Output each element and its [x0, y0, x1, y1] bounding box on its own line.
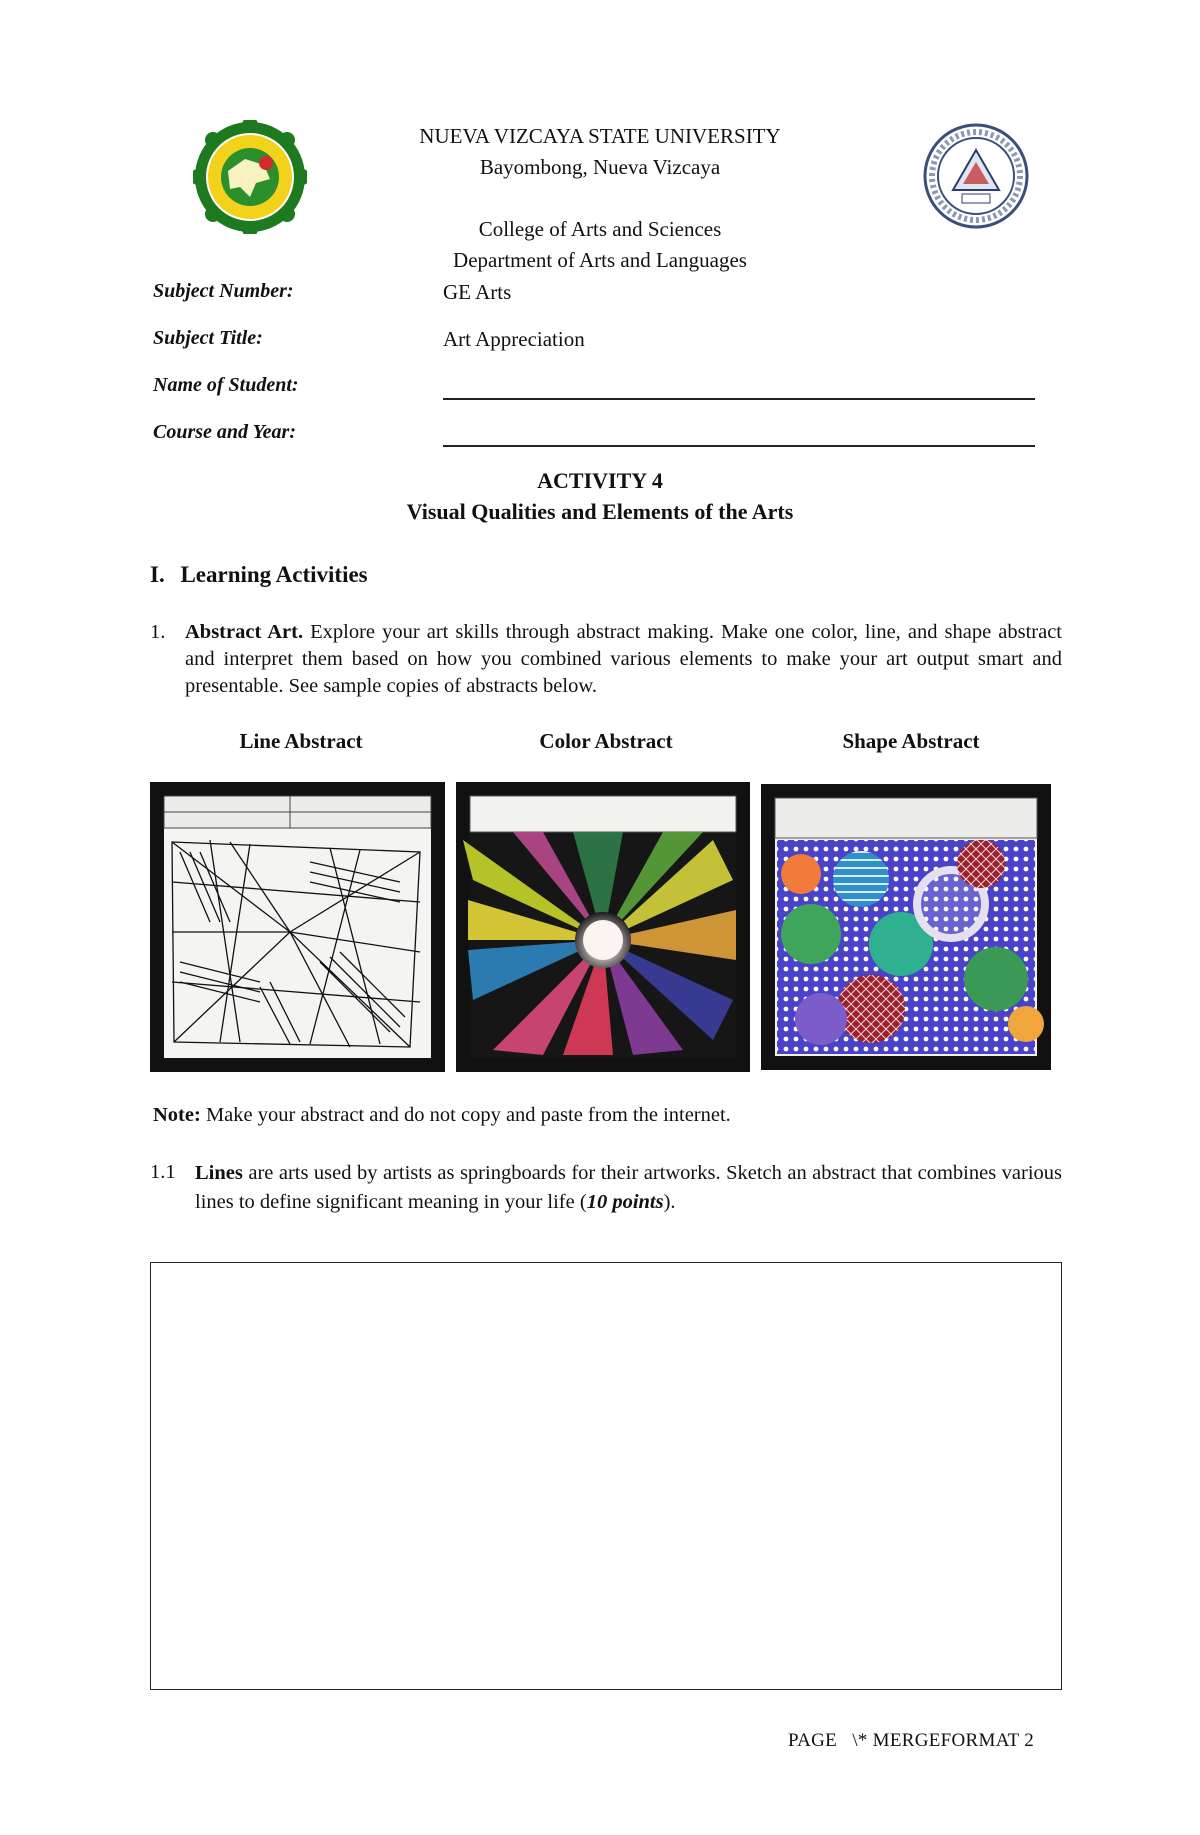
- note-text: Make your abstract and do not copy and paste from the internet.: [205, 1104, 731, 1126]
- subject-title-value: Art Appreciation: [443, 327, 585, 351]
- course-year-label: Course and Year:: [153, 421, 296, 443]
- student-name-label: Name of Student:: [153, 374, 299, 396]
- item11-paragraph: [195, 1159, 1062, 1217]
- department-name: Department of Arts and Languages: [453, 248, 747, 272]
- page-footer: PAGE \* MERGEFORMAT 2: [788, 1730, 1035, 1751]
- sample-caption-color: Color Abstract: [539, 729, 673, 753]
- nvsu-seal-logo: [193, 120, 307, 234]
- college-name: College of Arts and Sciences: [478, 217, 722, 241]
- item11-tail: ).: [663, 1191, 676, 1213]
- color-abstract-artwork: [456, 782, 750, 1072]
- college-of-arts-and-sciences-seal: [923, 123, 1029, 229]
- item1-lead: Abstract Art.: [185, 621, 304, 643]
- section-numeral: I.: [150, 562, 165, 587]
- university-name: NUEVA VIZCAYA STATE UNIVERSITY: [419, 124, 781, 148]
- sample-caption-line: Line Abstract: [239, 729, 363, 753]
- section-title: Learning Activities: [180, 562, 368, 587]
- note-label: Note:: [153, 1104, 201, 1126]
- item11-number: 1.1: [150, 1161, 176, 1183]
- sketch-answer-box[interactable]: [150, 1262, 1062, 1690]
- section-heading: [150, 562, 368, 588]
- subject-number-value: GE Arts: [443, 280, 512, 304]
- item1-body: Explore your art skills through abstract making. Make one color, line, and shape abstract and interpret them based on how you combined various elements to make your art output smart and presentable. See sample copies of abstracts below.: [185, 621, 1062, 697]
- subject-number-label: Subject Number:: [153, 280, 294, 302]
- sample-caption-shape: Shape Abstract: [842, 729, 980, 753]
- item11-body: are arts used by artists as springboards for their artworks. Sketch an abstract that combines various lines to define significant meaning in your life (: [195, 1162, 1063, 1213]
- note: [153, 1104, 731, 1127]
- activity-title: Visual Qualities and Elements of the Arts: [406, 499, 794, 524]
- subject-title-label: Subject Title:: [153, 327, 263, 349]
- item11-points: 10 points: [586, 1191, 664, 1213]
- item1-paragraph: [185, 619, 1062, 700]
- college-logo: [923, 123, 1029, 229]
- item1-number: 1.: [150, 621, 166, 643]
- item11-lead: Lines: [195, 1162, 243, 1184]
- university-logo: [193, 120, 307, 234]
- university-location: Bayombong, Nueva Vizcaya: [479, 155, 721, 179]
- shape-abstract-image: [761, 784, 1051, 1070]
- shape-abstract-artwork: [761, 784, 1051, 1070]
- line-abstract-image: [150, 782, 445, 1072]
- course-year-field[interactable]: [443, 445, 1035, 447]
- color-abstract-image: [456, 782, 750, 1072]
- student-name-field[interactable]: [443, 398, 1035, 400]
- activity-number: ACTIVITY 4: [537, 468, 663, 493]
- line-abstract-artwork: [150, 782, 445, 1072]
